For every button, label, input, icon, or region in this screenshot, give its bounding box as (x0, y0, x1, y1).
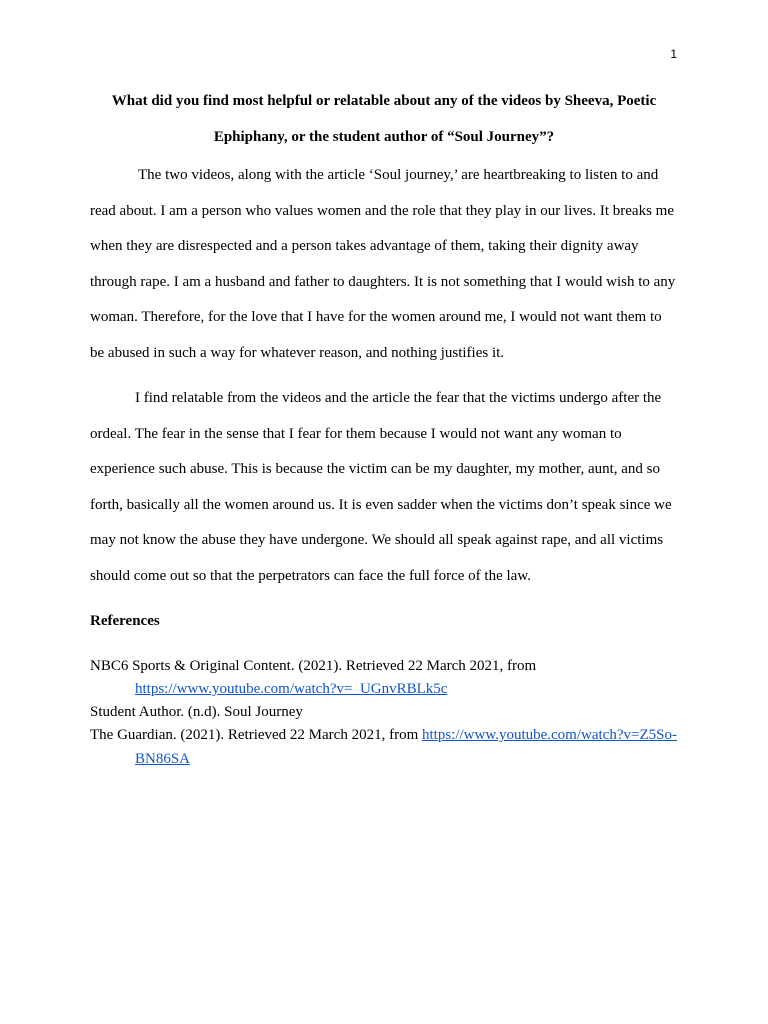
reference-item (90, 701, 678, 724)
reference-text: NBC6 Sports & Original Content. (2021). Retrieved 22 March 2021, from (90, 657, 537, 674)
paragraph-1-text: The two videos, along with the article ‘Soul journey,’ are heartbreaking to listen to and read about. I am a person who values women and the role that they play in our lives. It breaks me when they are disrespected and a person takes advantage of them, taking their dignity away through rape. I am a husband and father to daughters. It is not something that I would wish to any woman. Therefore, for the love that I have for the women around me, I would not want them to be abused in such a way for whatever reason, and nothing justifies it. (90, 167, 676, 361)
document-title: What did you find most helpful or relatable about any of the videos by Sheeva, Poetic Ephiphany, or the student author of “Soul Journey”? (111, 93, 657, 145)
references-list (90, 655, 678, 771)
references-heading: References (90, 613, 160, 629)
reference-text: Student Author. (n.d). Soul Journey (90, 704, 303, 721)
reference-text: The Guardian. (2021). Retrieved 22 March 2021, from (90, 727, 422, 744)
paragraph-1 (90, 158, 678, 371)
reference-item (90, 724, 678, 771)
document-body (90, 84, 678, 771)
reference-link[interactable]: https://www.youtube.com/watch?v=Z5So-BN86SA (135, 727, 677, 767)
reference-item (90, 655, 678, 702)
page-number: 1 (670, 47, 677, 61)
paragraph-2 (90, 381, 678, 594)
paragraph-2-text: I find relatable from the videos and the article the fear that the victims undergo after the ordeal. The fear in the sense that I fear for them because I would not want any woman to experience such abuse. This is because the victim can be my daughter, my mother, aunt, and so forth, basically all the women around us. It is even sadder when the victims don’t speak since we may not know the abuse they have undergone. We should all speak against rape, and all victims should come out so that the perpetrators can face the full force of the law. (90, 390, 672, 584)
reference-link[interactable]: https://www.youtube.com/watch?v=_UGnvRBLk5c (135, 680, 448, 697)
